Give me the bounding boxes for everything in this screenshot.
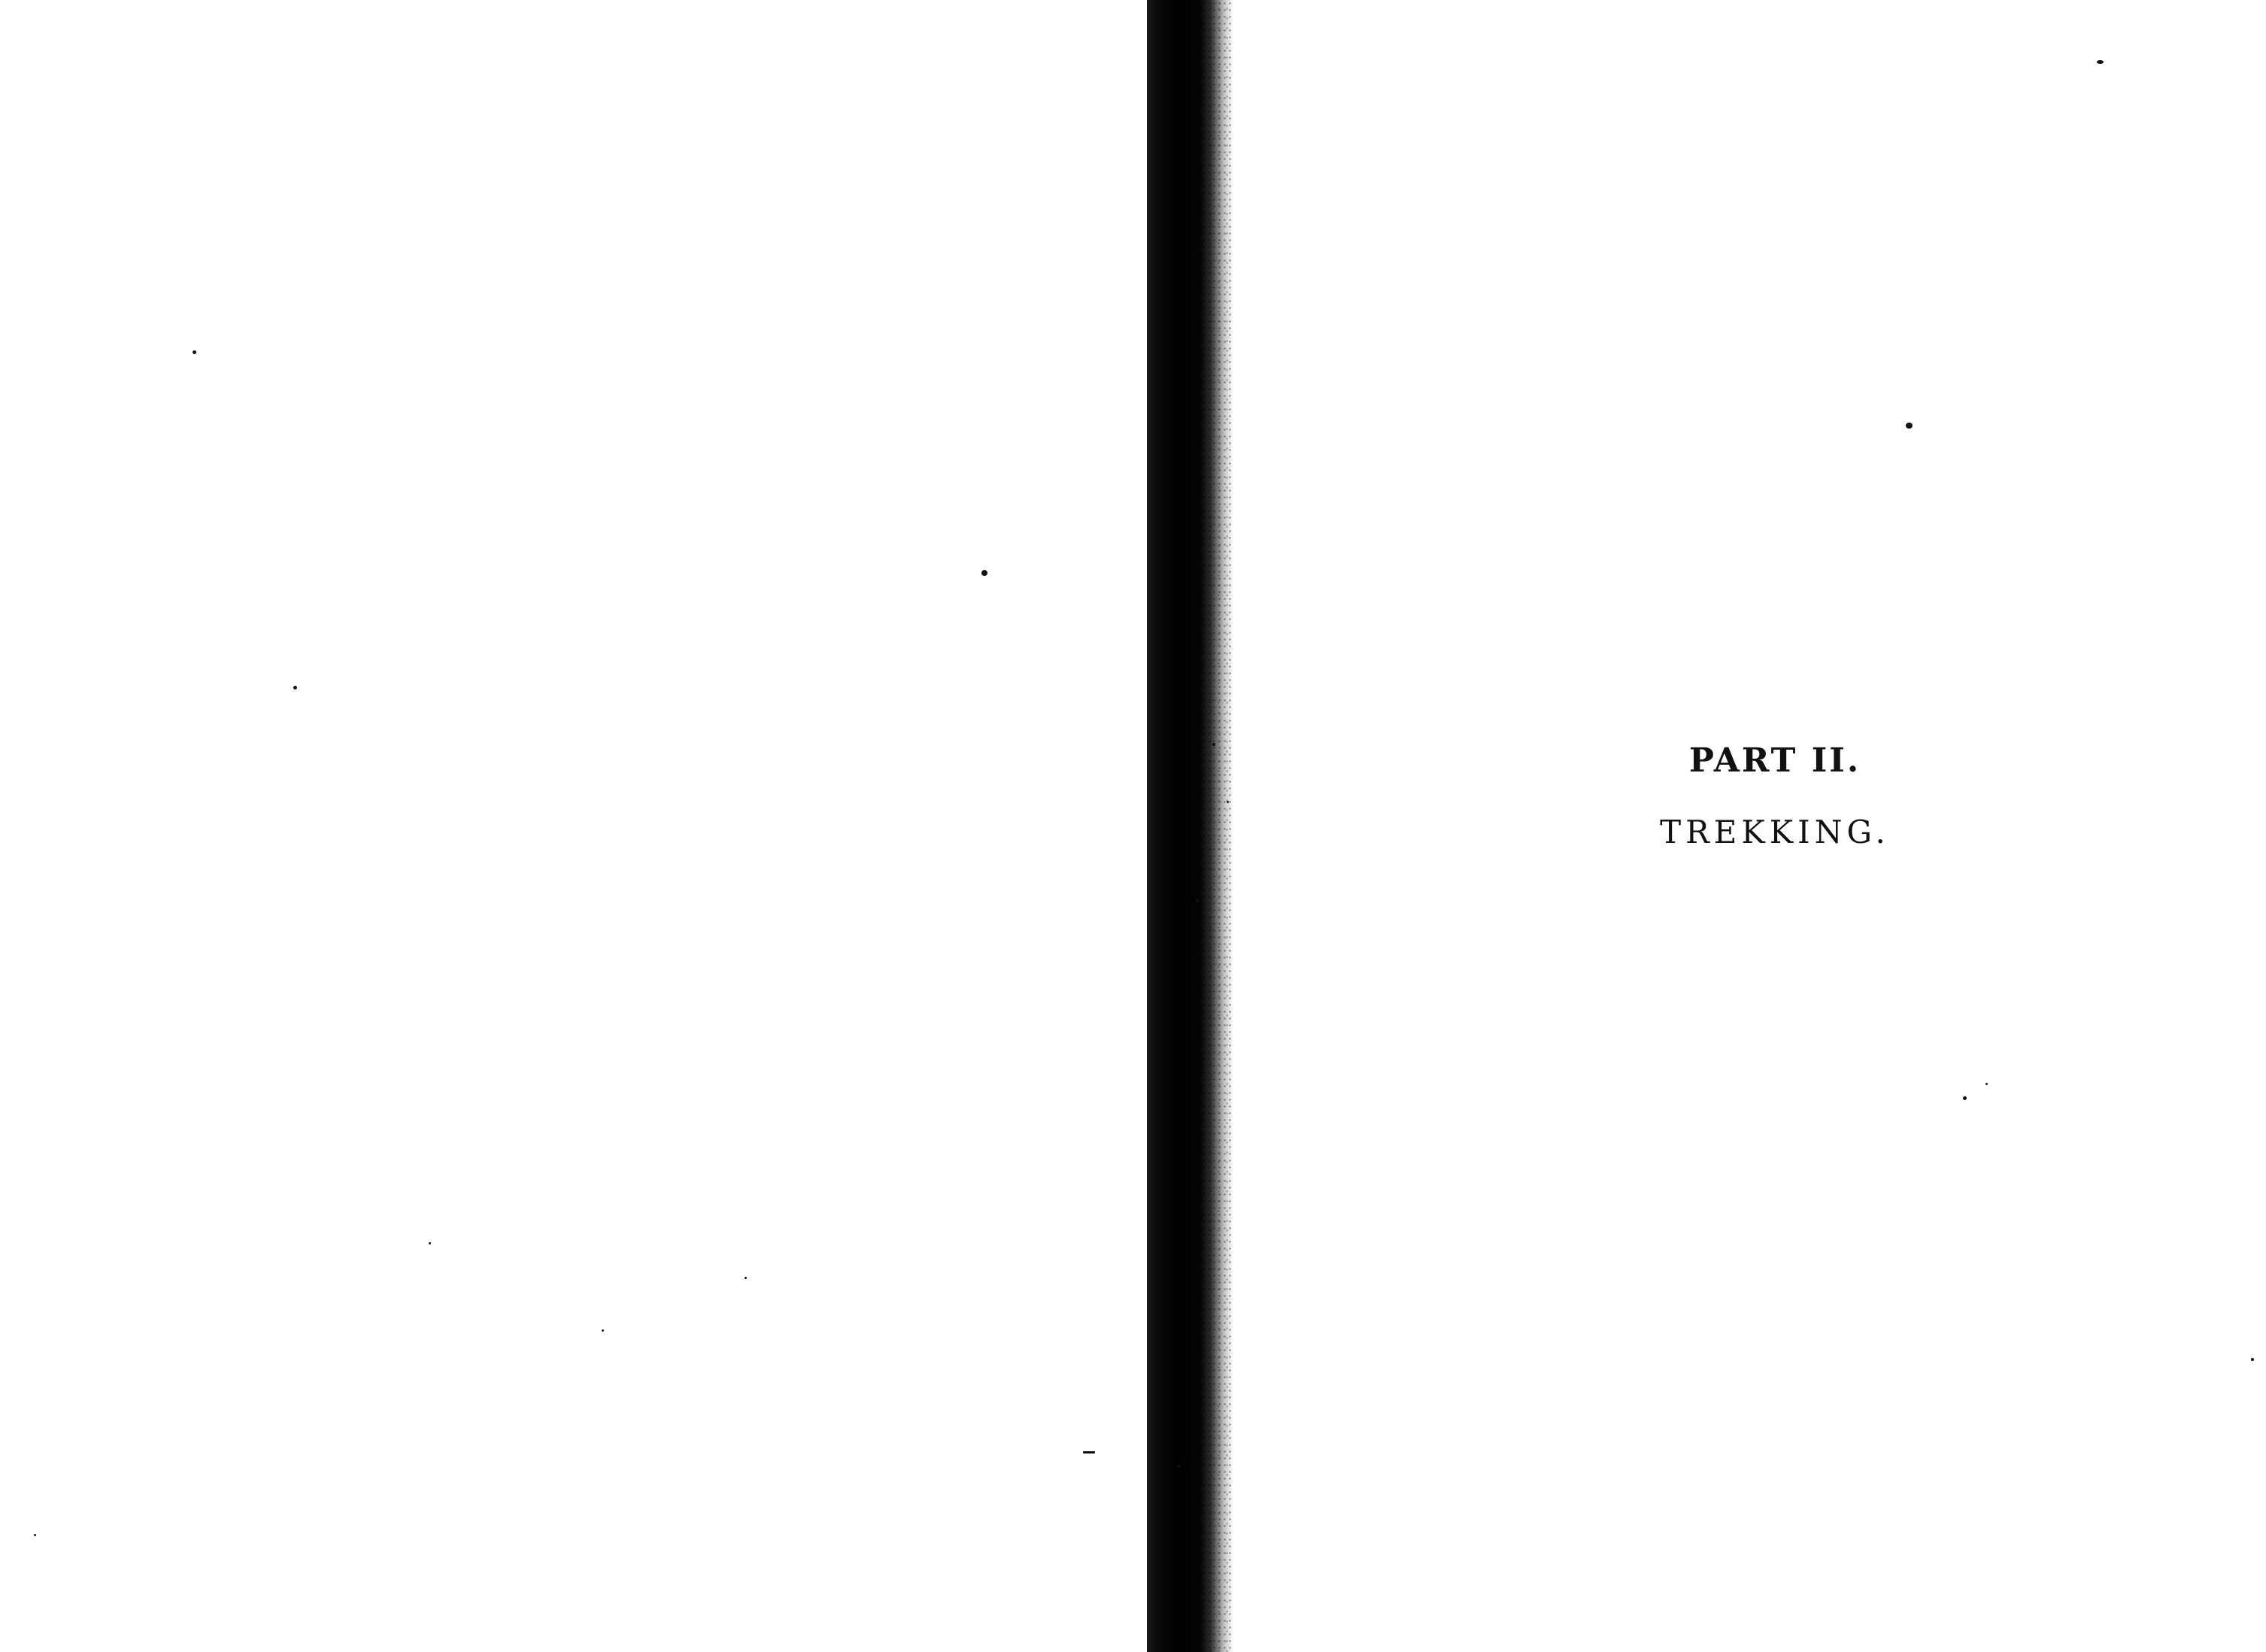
scan-speck [1963,1096,1967,1100]
scan-speck [1906,423,1913,429]
part-title-block [1564,741,1985,850]
scan-speck [193,350,196,354]
part-title: TREKKING. [1660,814,1890,850]
scan-speck [1227,801,1229,803]
scan-speck [1985,1083,1988,1085]
scan-speck [1083,1451,1095,1453]
scan-speck [1177,1465,1180,1468]
scan-speck [429,1242,431,1244]
scan-speck [2251,1358,2254,1361]
scan-speck [602,1329,604,1332]
scan-speck [34,1534,36,1536]
scan-speck [2097,60,2104,64]
part-heading: PART II. [1688,741,1861,780]
scan-speck [1212,743,1215,746]
scan-speck [293,686,297,690]
scan-speck [745,1277,747,1279]
scan-speck [1196,899,1199,902]
scan-speck [981,570,987,576]
